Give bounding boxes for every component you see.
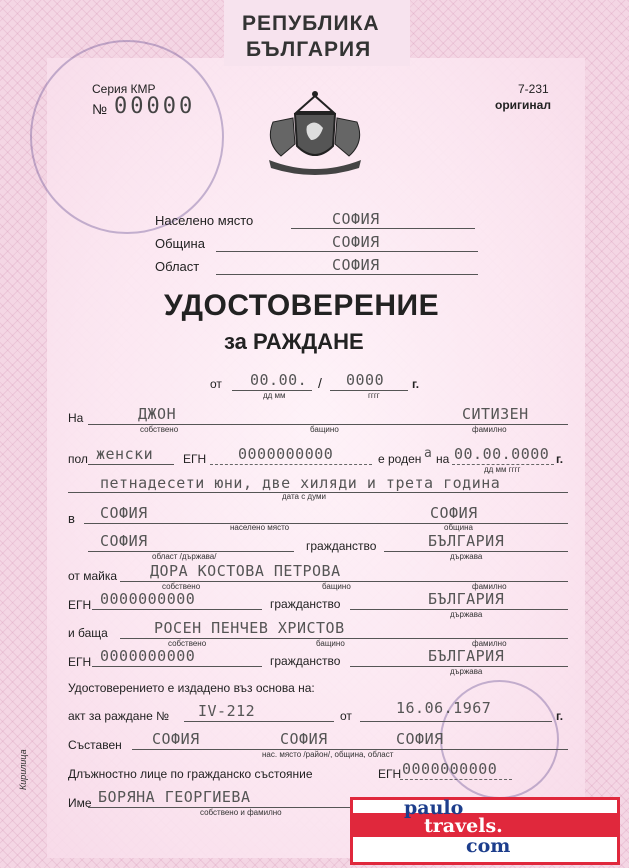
sub-father-country: държава: [450, 667, 483, 676]
sub-father-first: собствено: [168, 639, 207, 648]
region-value: СОФИЯ: [332, 256, 380, 274]
birth-municipality: СОФИЯ: [430, 504, 478, 522]
official-egn-label: ЕГН: [378, 767, 402, 781]
official-name-label: Име: [68, 796, 92, 810]
father-label: и баща: [68, 626, 108, 640]
sub-mother-first: собствено: [162, 582, 201, 591]
watermark-line1: paulo: [404, 797, 464, 819]
mother-citizenship-label: гражданство: [270, 597, 341, 611]
issue-date-sub-y: гггг: [368, 391, 380, 400]
father-citizenship-label: гражданство: [270, 654, 341, 668]
series-number: 00000: [114, 94, 196, 119]
sex-value: женски: [96, 445, 154, 463]
sub-municipality: община: [444, 523, 473, 532]
father-egn-value: 0000000000: [100, 647, 196, 665]
birth-date: 00.00.0000: [454, 445, 550, 463]
act-date-suffix: г.: [556, 709, 564, 723]
issue-date-day-month: 00.00.: [250, 371, 308, 389]
birth-date-suffix: г.: [556, 452, 564, 466]
mother-citizenship-value: БЪЛГАРИЯ: [428, 590, 505, 608]
document-subtitle: за РАЖДАНЕ: [224, 329, 364, 354]
sub-birth-date: дд мм гггг: [484, 465, 521, 474]
side-note: Кирилица: [18, 749, 28, 790]
mother-name: ДОРА КОСТОВА ПЕТРОВА: [150, 562, 341, 580]
child-citizenship-label: гражданство: [306, 539, 377, 553]
father-name: РОСЕН ПЕНЧЕВ ХРИСТОВ: [154, 619, 345, 637]
act-number: IV-212: [198, 702, 256, 720]
issue-date-sub-dm: дд мм: [263, 391, 286, 400]
sub-child-country: държава: [450, 552, 483, 561]
child-family-name: СИТИЗЕН: [462, 405, 529, 423]
issue-date-year: 0000: [346, 371, 385, 389]
father-citizenship-value: БЪЛГАРИЯ: [428, 647, 505, 665]
child-label: На: [68, 411, 84, 425]
sub-father-name: бащино: [310, 425, 339, 434]
region-label: Област: [155, 259, 200, 274]
official-label: Длъжностно лице по гражданско състояние: [68, 767, 313, 781]
municipality-value: СОФИЯ: [332, 233, 380, 251]
act-label: акт за раждане №: [68, 709, 169, 723]
act-date: 16.06.1967: [396, 699, 492, 717]
mother-label: от майка: [68, 569, 118, 583]
form-code: 7-231: [518, 82, 549, 96]
composed-label: Съставен: [68, 738, 122, 752]
title-republic: РЕПУБЛИКА: [242, 12, 380, 35]
child-egn-label: ЕГН: [183, 452, 207, 466]
sub-mother-family: фамилно: [472, 582, 507, 591]
born-label: е роден: [378, 452, 422, 466]
act-from-label: от: [340, 709, 352, 723]
sub-official-name: собствено и фамилно: [200, 808, 282, 817]
sub-date-words: дата с думи: [282, 492, 326, 501]
father-egn-label: ЕГН: [68, 655, 92, 669]
composed-municipality: СОФИЯ: [280, 730, 328, 748]
number-label: №: [92, 101, 108, 117]
composed-region: СОФИЯ: [396, 730, 444, 748]
form-type: оригинал: [495, 98, 551, 112]
watermark-line2: travels.: [424, 815, 503, 837]
child-egn-value: 0000000000: [238, 445, 334, 463]
birth-region: СОФИЯ: [100, 532, 148, 550]
sub-composed: нас. място /район/, община, област: [262, 750, 394, 759]
born-suffix: а: [424, 446, 433, 461]
birth-place: СОФИЯ: [100, 504, 148, 522]
sub-region: област /държава/: [152, 552, 217, 561]
sub-mother-father: бащино: [322, 582, 351, 591]
series-label: Серия КМР: [92, 82, 156, 96]
sub-father-family: фамилно: [472, 639, 507, 648]
sex-label: пол: [68, 452, 88, 466]
sub-father-father: бащино: [316, 639, 345, 648]
issue-date-suffix: г.: [412, 377, 420, 391]
birth-date-words: петнадесети юни, две хиляди и трета година: [100, 474, 501, 492]
official-egn-value: 0000000000: [402, 760, 498, 778]
background-stamp: [440, 680, 559, 799]
watermark-line3: com: [466, 835, 511, 857]
issue-date-prefix: от: [210, 377, 222, 391]
in-label: в: [68, 511, 75, 526]
document-title: УДОСТОВЕРЕНИЕ: [164, 289, 440, 322]
settlement-label: Населено място: [155, 213, 254, 228]
basis-intro: Удостоверението е издадено въз основа на:: [68, 681, 315, 695]
sub-family-name: фамилно: [472, 425, 507, 434]
born-on-label: на: [436, 452, 450, 466]
composed-place: СОФИЯ: [152, 730, 200, 748]
sub-mother-country: държава: [450, 610, 483, 619]
background-stamp: [30, 40, 224, 234]
municipality-label: Община: [155, 236, 205, 251]
title-bulgaria: БЪЛГАРИЯ: [246, 38, 372, 61]
child-first-name: ДЖОН: [138, 405, 177, 423]
coat-of-arms-icon: [255, 82, 375, 182]
settlement-value: СОФИЯ: [332, 210, 380, 228]
issue-date-slash: /: [318, 375, 322, 391]
mother-egn-label: ЕГН: [68, 598, 92, 612]
sub-first-name: собствено: [140, 425, 179, 434]
child-citizenship-value: БЪЛГАРИЯ: [428, 532, 505, 550]
mother-egn-value: 0000000000: [100, 590, 196, 608]
sub-place: населено място: [230, 523, 290, 532]
official-name-value: БОРЯНА ГЕОРГИЕВА: [98, 788, 251, 806]
